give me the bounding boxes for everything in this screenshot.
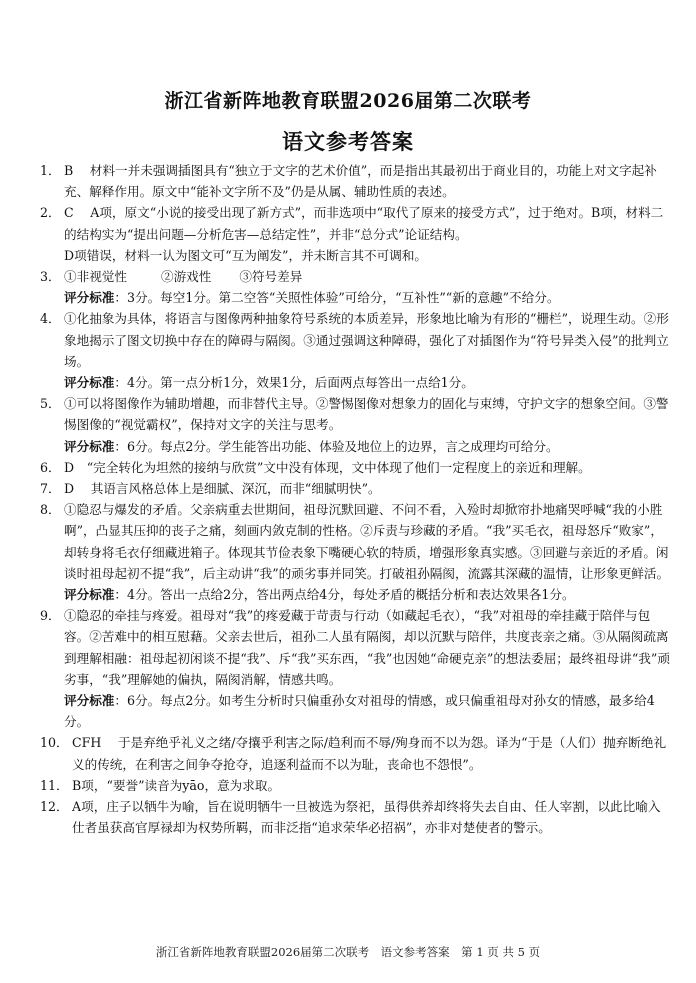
answer-number: 6． <box>40 459 61 475</box>
answer-number: 9． <box>40 608 61 624</box>
scoring-criteria <box>40 287 672 308</box>
answer-4 <box>40 308 672 372</box>
scoring-criteria <box>40 584 672 605</box>
answer-text: ①隐忍与爆发的矛盾。父亲病重去世期间，祖母沉默回避、不问不看，入殓时却掀帘扑地痛哭呼喊“我的小胜啊”，凸显其压抑的丧子之痛，刻画内敛克制的性格。②斥责与珍藏的矛盾。“我”买毛衣，祖母怒斥“败家”，却转身将毛衣仔细藏进箱子。体现其节俭表象下嘴硬心软的特质，增强形象真实感。③回避与亲近的矛盾。闲谈时祖母起初不提“我”，后主动讲“我”的顽劣事并同笑。打破祖孙隔阂，流露其深藏的温情，让形象更鲜活。 <box>64 502 670 581</box>
scoring-label: 评分标准 <box>64 438 115 454</box>
answer-number: 2． <box>40 205 61 221</box>
answer-text: C A项，原文“小说的接受出现了新方式”，而非选项中“取代了原来的接受方式”，过于绝对。B项，材料二的结构实为“提出问题—分析危害—总结定性”，并非“总分式”论证结构。 <box>64 205 664 242</box>
scoring-text: ：6分。每点2分。学生能答出功能、体验及地位上的边界，言之成理均可给分。 <box>114 438 559 454</box>
page-title: 浙江省新阵地教育联盟2026届第二次联考 <box>164 90 532 112</box>
scoring-criteria <box>40 372 672 393</box>
page-subtitle: 语文参考答案 <box>282 129 414 154</box>
answer-text: CFH 于是弃绝乎礼义之绪/夺攘乎利害之际/趋利而不辱/殉身而不以为怨。译为“于是（人们）抛弃断绝礼义的传统，在利害之间争夺抢夺，追逐利益而不以为耻，丧命也不怨恨”。 <box>72 735 667 772</box>
answer-text: B项，“要誉”读音为yāo，意为求取。 <box>72 777 281 793</box>
scoring-text: ：4分。答出一点给2分，答出两点给4分，每处矛盾的概括分析和表达效果各1分。 <box>114 587 575 603</box>
answer-5 <box>40 393 672 435</box>
answer-text: D项错误，材料一认为图文可“互为阐发”，并未断言其不可调和。 <box>64 247 428 263</box>
option: ③符号差异 <box>239 269 303 285</box>
answer-number: 11． <box>40 777 69 793</box>
answer-number: 1． <box>40 163 61 178</box>
answer-text: ①化抽象为具体，将语言与图像两种抽象符号系统的本质差异，形象地比喻为有形的“栅栏”，说理生动。②形象地揭示了图文切换中存在的障碍与隔阂。③通过强调这种障碍，强化了对插图作为“符号异类入侵”的批判立场。 <box>64 311 669 369</box>
scoring-text: ：3分。每空1分。第二空答“关照性体验”可给分，“互补性”“新的意趣”不给分。 <box>114 290 560 306</box>
answer-number: 8． <box>40 502 61 518</box>
answer-text: B 材料一并未强调插图具有“独立于文字的艺术价值”，而是指出其最初出于商业目的，功能上对文字起补充、解释作用。原文中“能补文字所不及”仍是从属、辅助性质的表述。 <box>64 163 657 200</box>
answer-3 <box>40 266 672 287</box>
answer-number: 7． <box>40 481 61 497</box>
answer-8 <box>40 499 672 584</box>
scoring-text: ：6分。每点2分。如考生分析时只偏重孙女对祖母的情感，或只偏重祖母对孙女的情感，最多给4分。 <box>64 693 655 730</box>
answer-list <box>40 160 672 839</box>
answer-options <box>64 266 672 287</box>
answer-10 <box>40 732 672 774</box>
option: ①非视觉性 <box>64 269 127 285</box>
scoring-label: 评分标准 <box>64 693 115 709</box>
answer-text: ①隐忍的牵挂与疼爱。祖母对“我”的疼爱藏于苛责与行动（如藏起毛衣），“我”对祖母的牵挂藏于陪伴与包容。②苦难中的相互慰藉。父亲去世后，祖孙二人虽有隔阂，却以沉默与陪伴，共度丧亲之痛。③从隔阂疏离到理解相融：祖母起初闲谈不提“我”、斥“我”买东西，“我”也因她“命硬克亲”的想法委屈；最终祖母讲“我”顽劣事，“我”理解她的偏执，隔阂消解，情感共鸣。 <box>64 608 670 687</box>
answer-number: 3． <box>40 269 61 285</box>
answer-number: 10． <box>40 735 69 751</box>
answer-11 <box>40 775 672 796</box>
answer-text: A项，庄子以牺牛为喻，旨在说明牺牛一旦被选为祭祀，虽得供养却终将失去自由、任人宰割，以此比喻入仕者虽获高官厚禄却为权势所羁，而非泛指“追求荣华必招祸”，亦非对楚使者的警示。 <box>72 799 661 836</box>
scoring-label: 评分标准 <box>64 375 115 391</box>
scoring-label: 评分标准 <box>64 587 115 603</box>
answer-12 <box>40 796 672 838</box>
answer-6 <box>40 457 672 478</box>
answer-text: D “完全转化为坦然的接纳与欣赏”文中没有体现，文中体现了他们一定程度上的亲近和理解。 <box>64 459 591 475</box>
scoring-text: ：4分。第一点分析1分，效果1分，后面两点每答出一点给1分。 <box>114 375 474 391</box>
answer-number: 5． <box>40 396 61 412</box>
option: ②游戏性 <box>160 269 212 285</box>
scoring-criteria <box>40 690 672 732</box>
answer-text: D 其语言风格总体上是细腻、深沉，而非“细腻明快”。 <box>64 481 381 497</box>
answer-number: 12． <box>40 799 69 815</box>
answer-9 <box>40 605 672 690</box>
scoring-label: 评分标准 <box>64 290 115 306</box>
answer-number: 4． <box>40 311 61 327</box>
page-footer: 浙江省新阵地教育联盟2026届第二次联考 语文参考答案 第 1 页 共 5 页 <box>155 945 541 959</box>
scoring-criteria <box>40 436 672 457</box>
answer-1 <box>40 160 672 202</box>
answer-text: ①可以将图像作为辅助增趣，而非替代主导。②警惕图像对想象力的固化与束缚，守护文字的想象空间。③警惕图像的“视觉霸权”，保持对文字的关注与思考。 <box>64 396 669 433</box>
answer-7 <box>40 478 672 499</box>
answer-2 <box>40 202 672 266</box>
